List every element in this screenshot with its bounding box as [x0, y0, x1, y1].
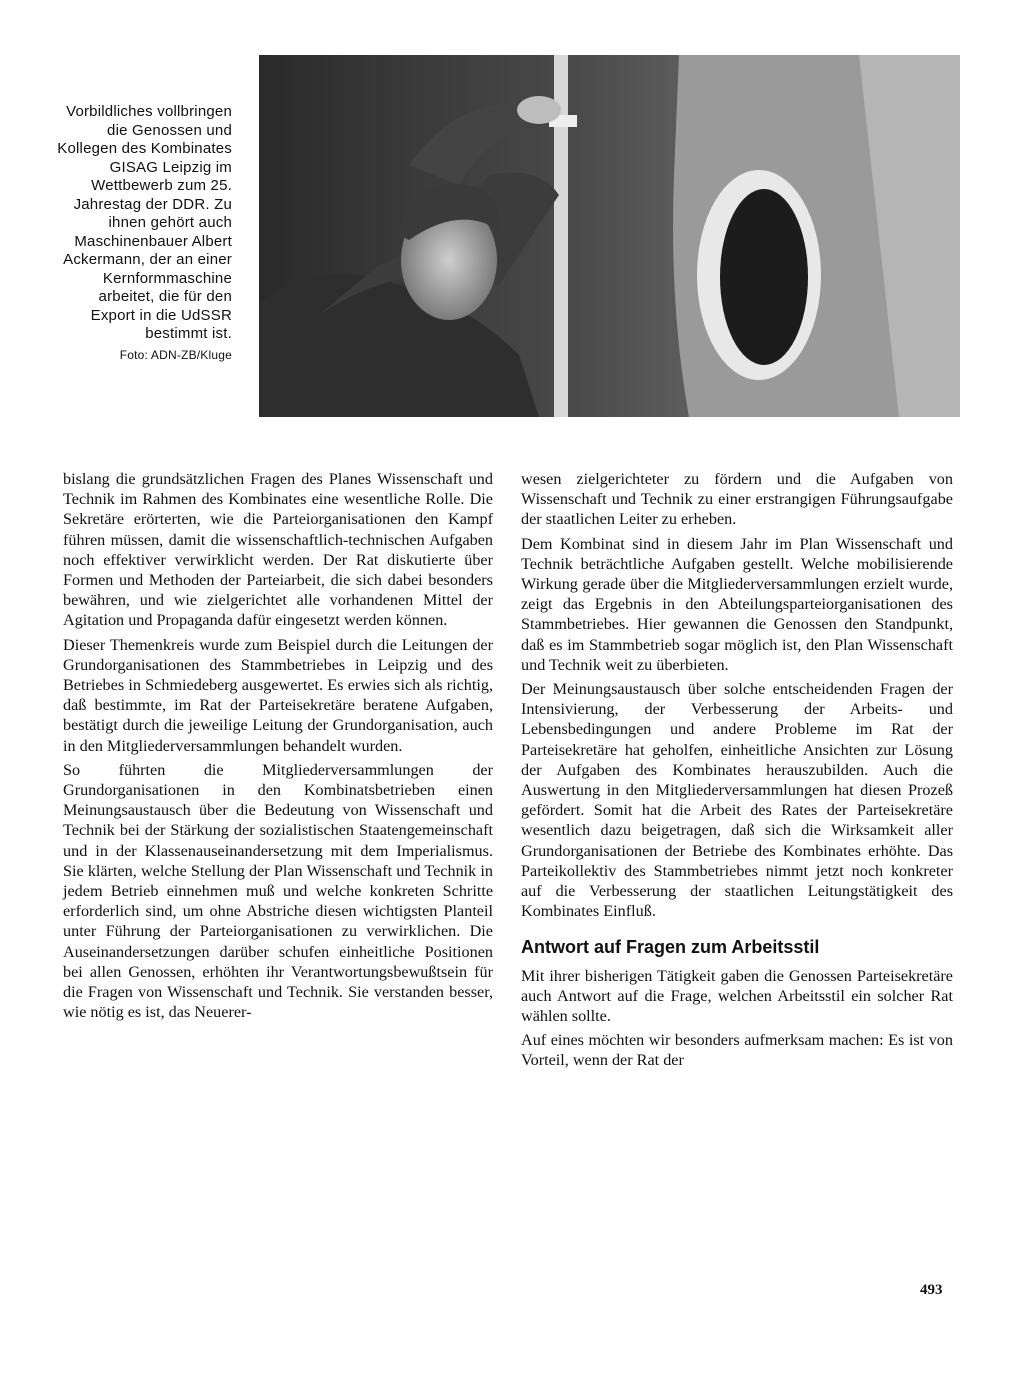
page-number: 493 [920, 1282, 943, 1298]
caption-text: Vorbildliches vollbringen die Genossen und Kollegen des Kombinates GISAG Leipzig im Wettbewerb zum 25. Jahrestag der DDR. Zu ihnen gehört auch Maschinenbauer Albert Ackermann, der an einer Kernformmaschine arbeitet, die für den Export in die UdSSR bestimmt ist. [57, 103, 232, 342]
paragraph: Der Meinungsaustausch über solche entscheidenden Fragen der Intensivierung, der Verbesserung der Arbeits- und Lebensbedingungen und andere Probleme im Rat der Parteisekretäre hat geholfen, einheitliche Ansichten zur Lösung der Aufgaben des Kombinates herauszubilden. Auch die Auswertung in den Mitgliederversammlungen hat diesen Prozeß gefördert. Somit hat die Arbeit des Rates der Parteisekretäre wesentlich dazu beigetragen, daß sich die Wirksamkeit aller Grundorganisationen der Betriebe des Kombinates erhöhte. Das Parteikollektiv des Stammbetriebes nimmt jetzt noch konkreter auf die Verbesserung der staatlichen Leitungstätigkeit des Kombinates Einfluß. [521, 680, 953, 921]
section-heading: Antwort auf Fragen zum Arbeitsstil [521, 937, 820, 958]
paragraph: So führten die Mitgliederversammlungen der Grundorganisationen in den Kombinatsbetrieben einen Meinungsaustausch über die Bedeutung von Wissenschaft und Technik bei der Stärkung der sozialistischen Staatengemeinschaft und in der Klassenauseinandersetzung mit dem Imperialismus. Sie klärten, welche Stellung der Plan Wissenschaft und Technik in jedem Betrieb einnehmen muß und welche konkreten Schritte erforderlich sind, um ohne Abstriche diesen wichtigsten Planteil unter Führung der Parteiorganisationen zu verwirklichen. Die Auseinandersetzungen darüber schufen einheitliche Positionen bei allen Genossen, erhöhten ihr Verantwortungsbewußtsein für die Fragen von Wissenschaft und Technik. Sie verstanden besser, wie nötig es ist, das Neuerer- [63, 760, 493, 1022]
paragraph: bislang die grundsätzlichen Fragen des Planes Wissenschaft und Technik im Rahmen des Kombinates eine wesentliche Rolle. Die Sekretäre erörterten, wie die Parteiorganisationen den Kampf führen müssen, damit die wissenschaftlich-technischen Aufgaben noch effektiver verwirklicht werden. Der Rat diskutierte über Formen und Methoden der Parteiarbeit, die sich dabei besonders bewähren, und wie zielgerichtet alle vorhandenen Mittel der Agitation und Propaganda dafür eingesetzt werden können. [63, 470, 493, 630]
paragraph: Dieser Themenkreis wurde zum Beispiel durch die Leitungen der Grundorganisationen des Stammbetriebes in Leipzig und des Betriebes in Schmiedeberg ausgewertet. Es erwies sich als richtig, daß bestimmte, im Rat der Parteisekretäre beratene Aufgaben, bestätigt durch die jeweilige Leitung der Grundorganisation, auch in den Mitgliederversammlungen behandelt wurden. [63, 635, 493, 755]
left-column [63, 469, 493, 1026]
paragraph: wesen zielgerichteter zu fördern und die Aufgaben von Wissenschaft und Technik zu einer erstrangigen Führungsaufgabe der staatlichen Leiter zu erheben. [521, 470, 953, 529]
paragraph: Auf eines möchten wir besonders aufmerksam machen: Es ist von Vorteil, wenn der Rat der [521, 1031, 953, 1070]
right-column [521, 469, 953, 1075]
paragraph: Dem Kombinat sind in diesem Jahr im Plan Wissenschaft und Technik beträchtliche Aufgaben gestellt. Welche mobilisierende Wirkung gerade über die Mitgliederversammlungen erzielt wurde, zeigt das Ergebnis in den Abteilungsparteiorganisationen des Stammbetriebes. Hier gewannen die Genossen den Standpunkt, daß es im Stammbetrieb sogar möglich ist, den Plan Wissenschaft und Technik weit zu überbieten. [521, 534, 953, 674]
photo-credit: Foto: ADN-ZB/Kluge [119, 347, 232, 362]
photo-caption [52, 103, 232, 364]
paragraph: Mit ihrer bisherigen Tätigkeit gaben die Genossen Parteisekretäre auch Antwort auf die Frage, welchen Arbeitsstil ein solcher Rat wählen sollte. [521, 966, 953, 1026]
photo-worker-machine [259, 55, 960, 417]
